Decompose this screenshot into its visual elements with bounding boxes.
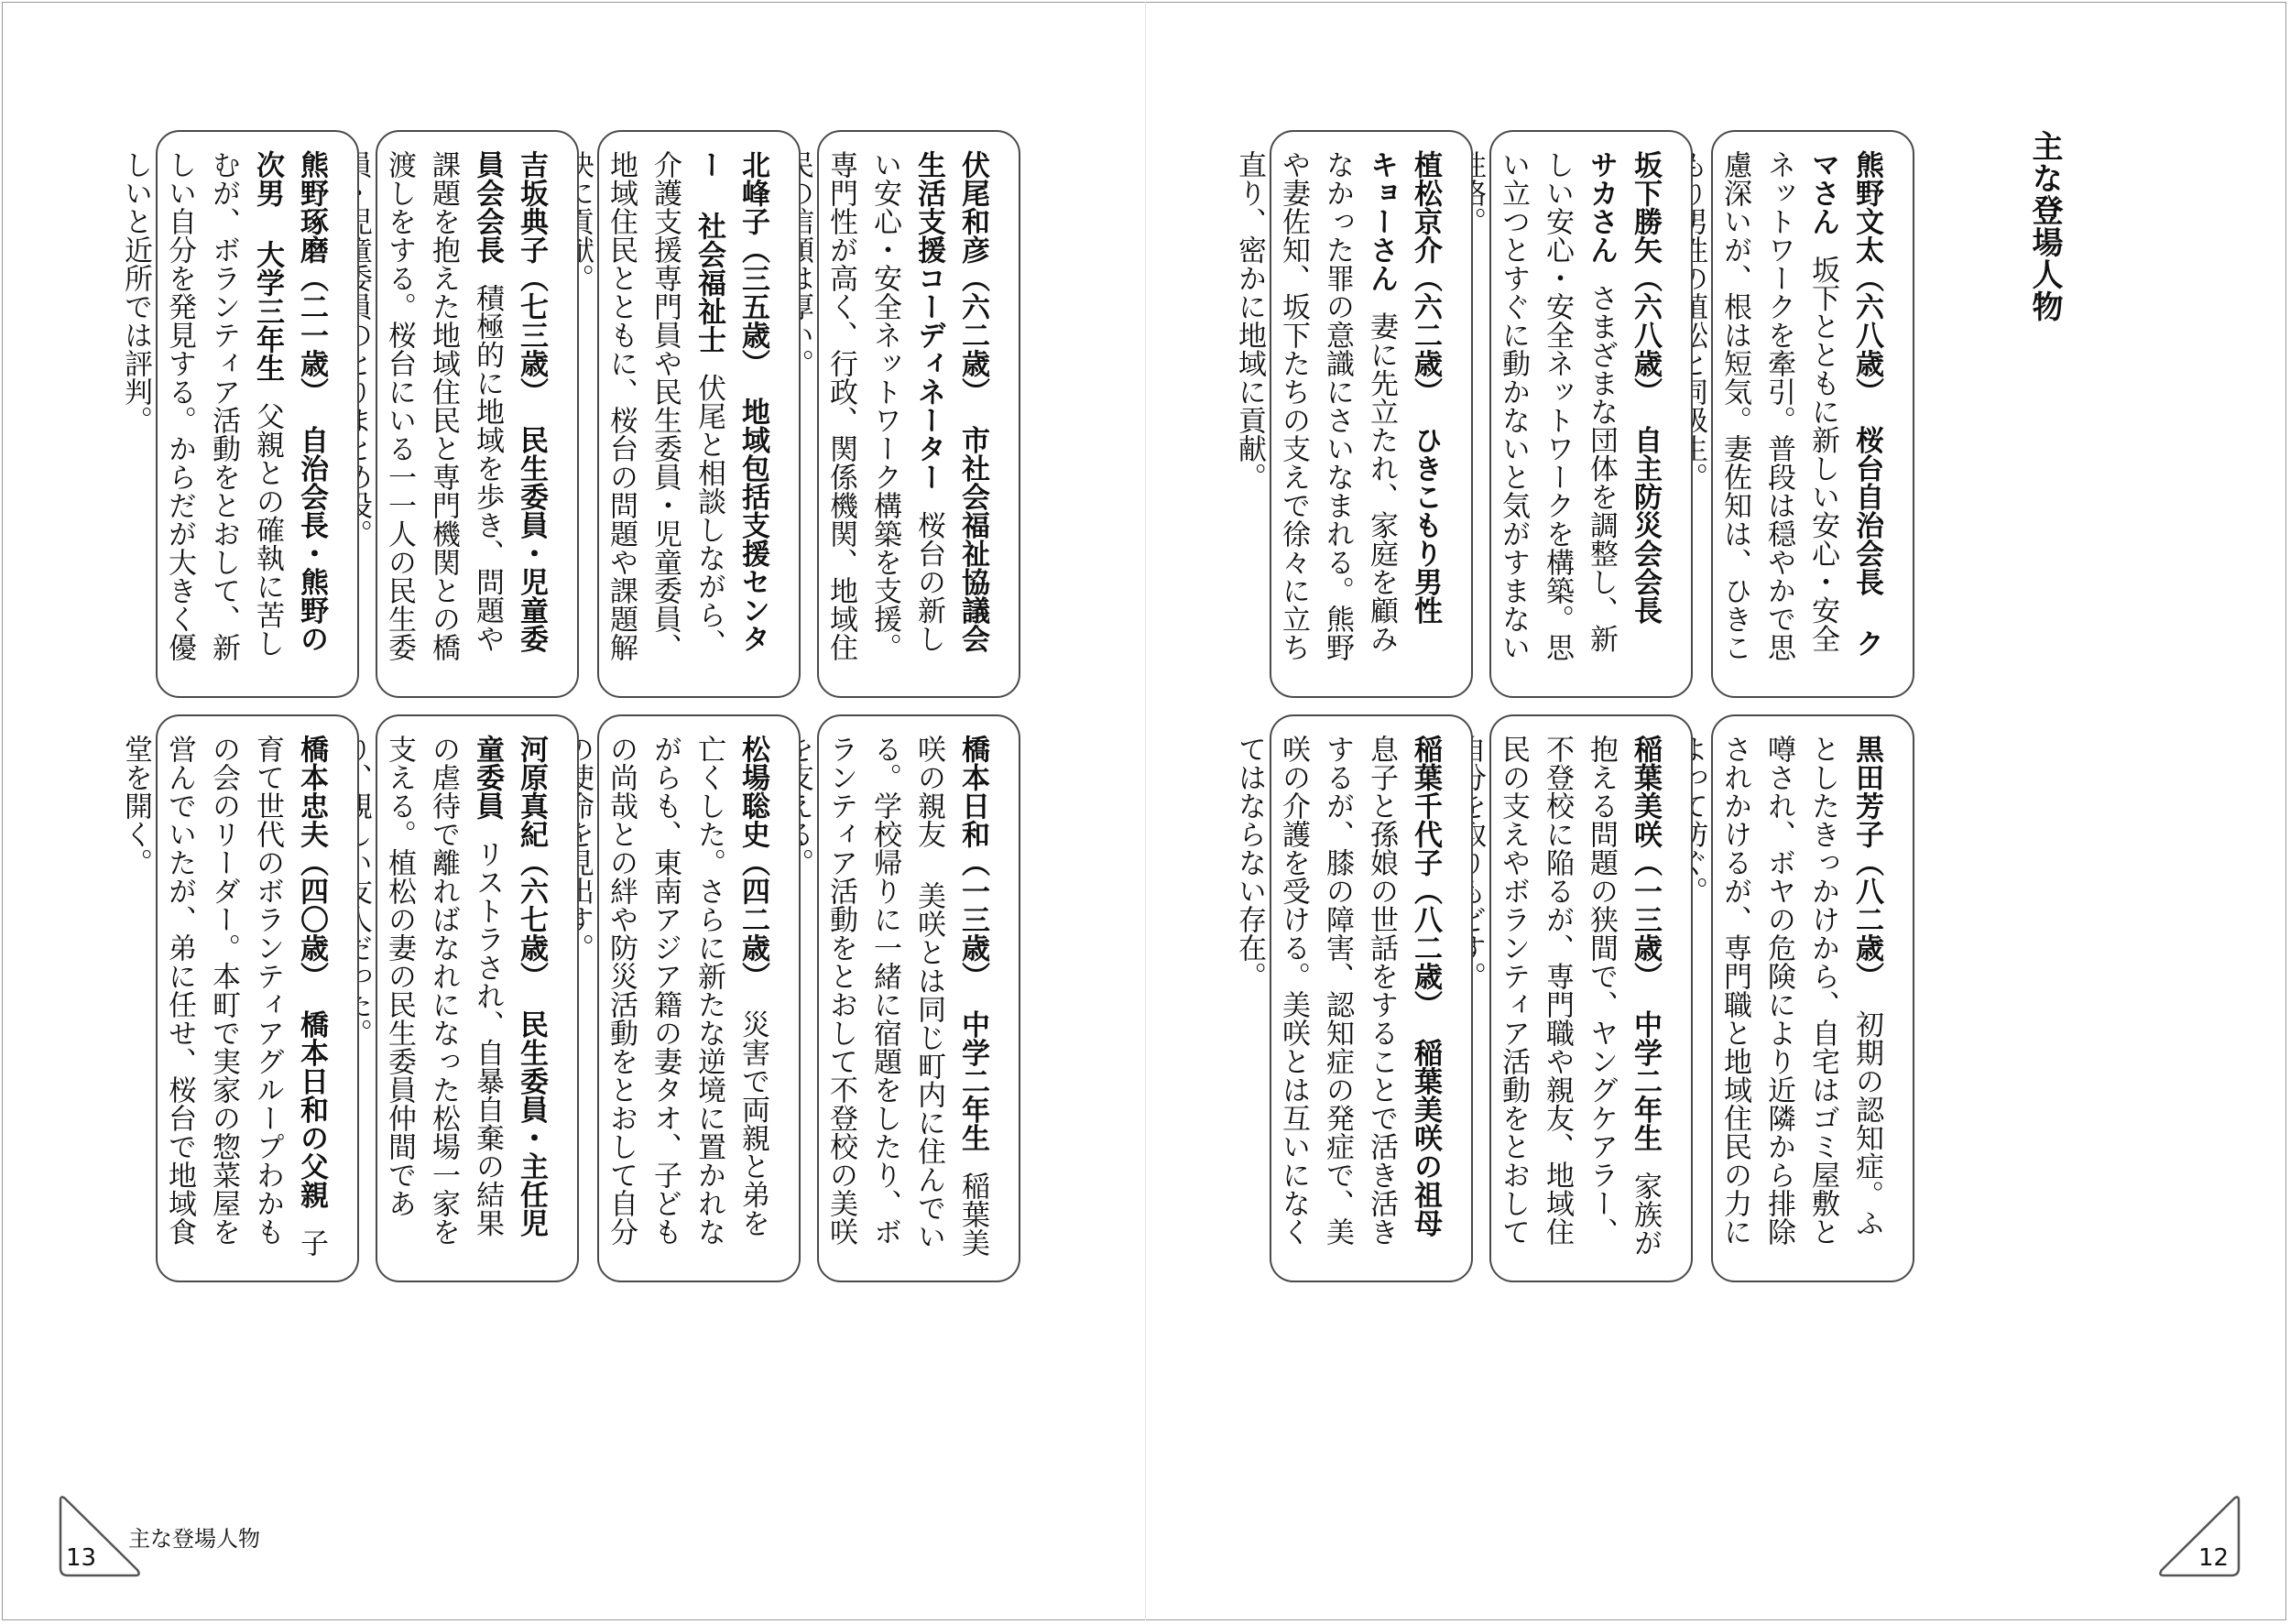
- character-age: （一三歳）: [1629, 848, 1662, 990]
- character-age: （六八歳）: [1850, 264, 1883, 406]
- character-text: [1447, 150, 1667, 678]
- character-card-hashimoto-hiyori: [817, 714, 1020, 1282]
- character-role: 市社会福祉協議会 生活支援コーディネーター: [912, 150, 989, 653]
- page-corner-triangle-icon: [2143, 1493, 2244, 1585]
- character-name: 坂下勝矢: [1629, 150, 1662, 264]
- character-desc: さまざまな団体を調整し、新しい安心・安全ネットワークを構築。思い立つとすぐに動かないと気がすまない: [1497, 150, 1618, 661]
- character-text: [775, 150, 995, 678]
- character-name: 橋本忠夫: [295, 735, 328, 848]
- character-desc: リストラされ、自暴自棄の結果の虐待で離ればなれになった松場一家を支える。植松の妻の民生委員仲間であ: [383, 735, 504, 1246]
- character-text: [1227, 150, 1447, 678]
- character-card-uematsu-kyosuke: [1233, 130, 1473, 698]
- character-name: 熊野文太: [1850, 150, 1883, 264]
- character-age: （六八歳）: [1629, 264, 1662, 406]
- character-role: 民生委員・主任児童委員: [471, 735, 548, 1237]
- character-card-inaba-misaki: [1489, 714, 1693, 1282]
- character-text: [1447, 735, 1667, 1262]
- character-card-inaba-chiyoko: [1233, 714, 1473, 1282]
- character-desc: 家族が抱える問題の狭間で、ヤングケアラー、不登校に陥るが、専門職や親友、地域住民の支えやボランティア活動をとおして: [1497, 735, 1662, 1258]
- character-text: [555, 735, 775, 1262]
- character-name: 橋本日和: [956, 735, 989, 848]
- character-desc: 伏尾と相談しながら、介護支援専門員や民生委員・児童委員、地域住民とともに、桜台の問題や課題解: [605, 150, 725, 661]
- footer-right: [2143, 1493, 2253, 1585]
- character-card-kumano-takuma: [119, 130, 359, 698]
- page-heading: 主な登場人物: [2026, 130, 2063, 322]
- character-name: 北峰子: [736, 150, 769, 235]
- character-text: [114, 735, 333, 1262]
- character-card-kumano-bunta: [1711, 130, 1914, 698]
- character-desc: 坂下とともに新しい安心・安全ネットワークを牽引。普段は穏やかで思慮深いが、根は短気。妻佐知は、ひきこ: [1718, 150, 1839, 661]
- character-role: 自主防災会会長 サカさん: [1585, 150, 1662, 625]
- character-text: [333, 150, 553, 678]
- character-desc: 子育て世代のボランティアグループわかもの会のリーダー。本町で実家の惣菜屋を営んでいたが、弟に任せ、桜台で地域食堂を開く。: [119, 735, 328, 1258]
- character-desc: 息子と孫娘の世話をすることで活き活きするが、膝の障害、認知症の発症で、美咲の介護を受ける。美咲とは互いになくてはならない存在。: [1233, 735, 1398, 1246]
- character-age: （七三歳）: [515, 264, 548, 406]
- character-desc: 災害で両親と弟を亡くした。さらに新たな逆境に置かれながらも、東南アジア籍の妻タオ、子どもの尚哉との絆や防災活動をとおして自分: [605, 735, 769, 1246]
- character-age: （六二歳）: [956, 264, 989, 406]
- character-age: （六二歳）: [1409, 264, 1442, 406]
- character-name: 松場聡史: [736, 735, 769, 848]
- character-desc: 妻に先立たれ、家庭を顧みなかった罪の意識にさいなまれる。熊野や妻佐知、坂下たちの支えで徐々に立ち直り、密かに地域に貢献。: [1233, 150, 1398, 661]
- character-name: 熊野琢磨: [295, 150, 328, 264]
- character-age: （四〇歳）: [295, 848, 328, 990]
- character-role: 民生委員・児童委員会会長: [471, 150, 548, 653]
- character-name: 伏尾和彦: [956, 150, 989, 264]
- character-age: （八二歳）: [1409, 877, 1442, 1019]
- character-role: 地域包括支援センター 社会福祉士: [692, 150, 769, 653]
- character-card-yoshizaka-noriko: [376, 130, 579, 698]
- character-age: （二一歳）: [295, 264, 328, 406]
- page-spine: [1145, 2, 1146, 1620]
- character-text: [1669, 735, 1889, 1262]
- character-age: （四二歳）: [736, 848, 769, 990]
- character-role: 自治会長・熊野の次男 大学三年生: [251, 150, 328, 653]
- character-name: 吉坂典子: [515, 150, 548, 264]
- character-card-fushio-kazuhiko: [817, 130, 1020, 698]
- character-desc: 初期の認知症。ふとしたきっかけから、自宅はゴミ屋敷と噂され、ボヤの危険により近隣から排除されかけるが、専門職と地域住民の力に: [1718, 735, 1883, 1246]
- character-role: 稲葉美咲の祖母: [1409, 1038, 1442, 1237]
- character-card-matsuba-satoshi: [597, 714, 801, 1282]
- character-role: 中学二年生: [1629, 1009, 1662, 1152]
- character-desc: 積極的に地域を歩き、問題や課題を抱えた地域住民と専門機関との橋渡しをする。桜台にいる一一人の民生委: [383, 150, 504, 661]
- character-text: [333, 735, 553, 1262]
- running-title: 主な登場人物: [128, 1526, 260, 1552]
- character-name: 植松京介: [1409, 150, 1442, 264]
- character-card-kita-mineko: [597, 130, 801, 698]
- page-number-right: 12: [2198, 1544, 2230, 1572]
- character-age: （八二歳）: [1850, 848, 1883, 990]
- character-text: [775, 735, 995, 1262]
- character-age: （六七歳）: [515, 848, 548, 990]
- character-desc: 桜台の新しい安心・安全ネットワーク構築を支援。専門性が高く、行政、関係機関、地域住: [824, 150, 945, 661]
- character-role: 桜台自治会長 クマさん: [1806, 150, 1883, 658]
- character-card-kuroda-yoshiko: [1711, 714, 1914, 1282]
- character-role: 中学二年生: [956, 1009, 989, 1152]
- page-number-left: 13: [66, 1544, 97, 1572]
- character-name: 河原真紀: [515, 735, 548, 848]
- character-card-kawahara-maki: [376, 714, 579, 1282]
- character-text: [1669, 150, 1889, 678]
- footer-left: [55, 1493, 348, 1585]
- character-name: 稲葉美咲: [1629, 735, 1662, 848]
- character-text: [1227, 735, 1447, 1262]
- character-age: （三五歳）: [736, 235, 769, 377]
- character-name: 稲葉千代子: [1409, 735, 1442, 877]
- character-role: 橋本日和の父親: [295, 1009, 328, 1209]
- character-text: [114, 150, 333, 678]
- character-card-sakashita-katsuya: [1489, 130, 1693, 698]
- character-role: ひきこもり男性 キョーさん: [1365, 150, 1442, 625]
- character-card-hashimoto-tadao: [119, 714, 359, 1282]
- character-age: （一三歳）: [956, 848, 989, 990]
- character-name: 黒田芳子: [1850, 735, 1883, 848]
- character-desc: 父親との確執に苦しむが、ボランティア活動をとおして、新しい自分を発見する。からだが大きく優しいと近所では評判。: [119, 150, 284, 661]
- character-desc: 稲葉美咲の親友 美咲とは同じ町内に住んでいる。学校帰りに一緒に宿題をしたり、ボランティア活動をとおして不登校の美咲: [824, 735, 989, 1258]
- character-text: [555, 150, 775, 678]
